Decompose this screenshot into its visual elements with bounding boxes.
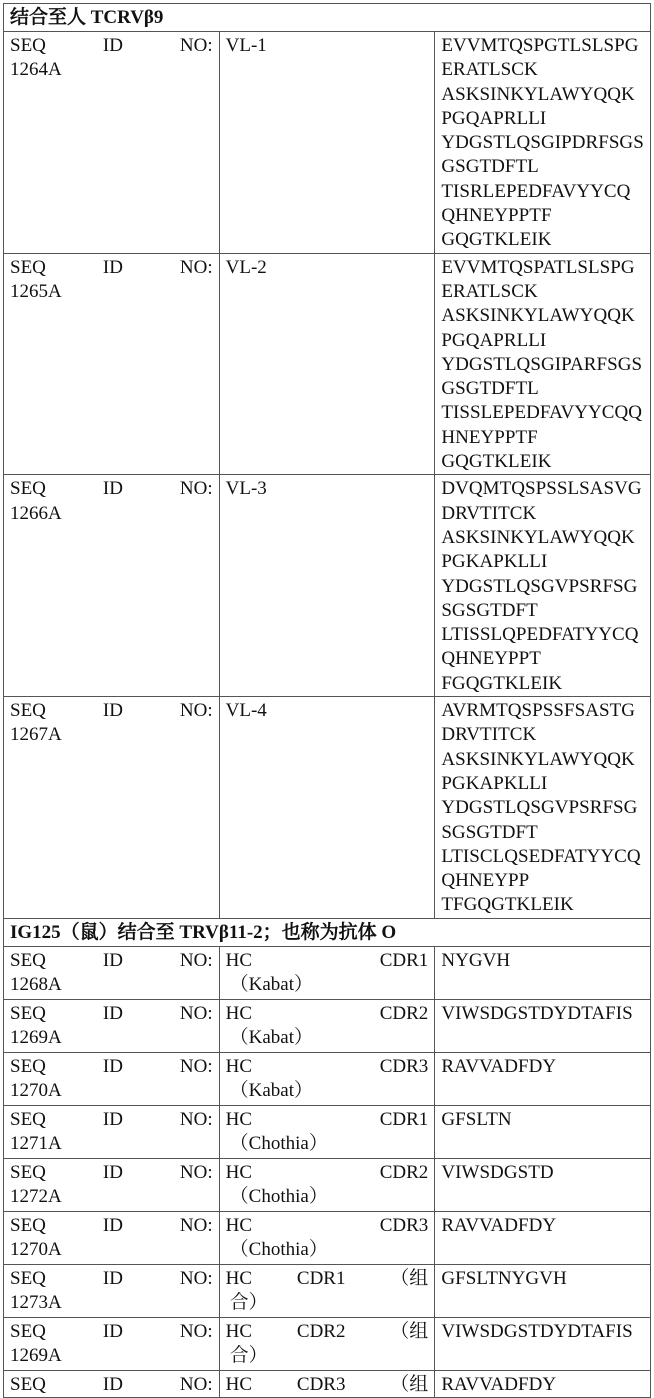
table-row (4, 1211, 651, 1264)
sequence-line: TISSLEPEDFAVYYCQQHNEYPPTF (441, 402, 643, 448)
region-label-cell (219, 1105, 435, 1158)
region-label-word: HC (225, 1373, 253, 1395)
table-row (4, 1317, 651, 1370)
seq-id-prefix (10, 1267, 213, 1291)
region-label-word: （组 (390, 1267, 429, 1289)
seq-id-prefix (10, 1108, 213, 1132)
seq-id-word: ID (102, 1002, 123, 1024)
region-label-word: HC (225, 1214, 253, 1236)
region-label-line2: （Chothia） (229, 1132, 328, 1154)
seq-id-word: ID (102, 700, 123, 722)
seq-id-word: SEQ (10, 478, 46, 500)
sequence-line: GQGTKLEIK (441, 229, 552, 251)
sequence-line: YDGSTLQSGVPSRFSGSGSGTDFT (441, 575, 638, 621)
seq-id-cell (4, 1370, 220, 1397)
sequence-cell (435, 1105, 651, 1158)
seq-id-cell (4, 253, 220, 475)
sequence-line: YDGSTLQSGVPSRFSGSGSGTDFT (441, 797, 638, 843)
seq-id-word: SEQ (10, 1267, 46, 1289)
table-row (4, 475, 651, 697)
sequence-text: GFSLTNYGVH (441, 1267, 567, 1289)
sequence-line: DVQMTQSPSSLSASVGDRVTITCK (441, 478, 642, 524)
region-label-cell (219, 32, 435, 254)
region-label-line2: （Chothia） (229, 1238, 328, 1260)
sequence-text: VIWSDGSTDYDTAFIS (441, 1002, 633, 1024)
region-label-cell (219, 946, 435, 999)
sequence-cell (435, 1211, 651, 1264)
region-label-word: CDR1 (379, 949, 429, 971)
region-label-cell (219, 1370, 435, 1397)
seq-id-number: 1271A (10, 1132, 62, 1154)
region-label-line1 (226, 1161, 429, 1185)
seq-id-cell (4, 1052, 220, 1105)
region-label-cell (219, 1211, 435, 1264)
seq-id-word: NO: (179, 1002, 213, 1024)
sequence-cell (435, 1052, 651, 1105)
region-label-word: CDR3 (296, 1373, 346, 1395)
region-label: VL-1 (225, 35, 267, 56)
section-header-row (4, 4, 651, 32)
region-label-word: HC (225, 1002, 253, 1024)
seq-id-prefix (10, 1055, 213, 1079)
section-title: 结合至人 TCRVβ9 (4, 4, 651, 32)
region-label-word: HC (225, 1161, 253, 1183)
region-label-cell (219, 1158, 435, 1211)
seq-id-cell (4, 946, 220, 999)
sequence-line: YDGSTLQSGIPDRFSGSGSGTDFTL (441, 132, 644, 178)
region-label-line1 (226, 949, 429, 973)
table-row (4, 253, 651, 475)
region-label-line2: 合） (229, 1344, 268, 1366)
region-label-line1 (226, 1320, 429, 1344)
region-label: VL-2 (225, 256, 267, 278)
sequence-line: ASKSINKYLAWYQQKPGKAPKLLI (441, 748, 635, 794)
sequence-text: RAVVADFDY (441, 1055, 557, 1077)
seq-id-word: ID (102, 35, 123, 56)
table-row (4, 1158, 651, 1211)
seq-id-cell (4, 999, 220, 1052)
seq-id-word: ID (102, 949, 123, 971)
region-label-word: CDR1 (379, 1108, 429, 1130)
seq-id-prefix (10, 1161, 213, 1185)
seq-id-word: NO: (179, 1161, 213, 1183)
region-label-line1 (226, 1055, 429, 1079)
region-label-cell (219, 999, 435, 1052)
seq-id-prefix (10, 949, 213, 973)
table-row (4, 1264, 651, 1317)
seq-id-word: ID (102, 478, 123, 500)
seq-id-number: 1266A (10, 502, 62, 524)
seq-id-word: NO: (179, 1108, 213, 1130)
sequence-line: FGQGTKLEIK (441, 672, 563, 694)
region-label-line1 (226, 1267, 429, 1291)
seq-id-word: ID (102, 1320, 123, 1342)
sequence-cell (435, 946, 651, 999)
region-label-word: （组 (390, 1373, 429, 1395)
seq-id-word: NO: (179, 700, 213, 722)
sequence-line: ASKSINKYLAWYQQKPGKAPKLLI (441, 526, 635, 573)
seq-id-word: ID (102, 1214, 123, 1236)
seq-id-word: SEQ (10, 35, 46, 56)
region-label: VL-4 (225, 700, 267, 722)
region-label-line1 (226, 1002, 429, 1026)
table-row (4, 32, 651, 254)
seq-id-word: SEQ (10, 1161, 46, 1183)
sequence-cell (435, 999, 651, 1052)
seq-id-prefix (10, 1214, 213, 1238)
region-label-word: HC (225, 1267, 253, 1289)
region-label-cell (219, 1317, 435, 1370)
sequence-line: EVVMTQSPATLSLSPGERATLSCK (441, 256, 635, 302)
sequence-text: GFSLTN (441, 1108, 512, 1130)
seq-id-word: NO: (179, 1214, 213, 1236)
sequence-cell (435, 697, 651, 919)
sequence-line: AVRMTQSPSSFSASTGDRVTITCK (441, 700, 636, 746)
seq-id-prefix (10, 34, 213, 58)
seq-id-cell (4, 475, 220, 697)
seq-id-word: ID (102, 1373, 123, 1395)
region-label-cell (219, 253, 435, 475)
seq-id-prefix (10, 477, 213, 501)
sequence-text: VIWSDGSTD (441, 1161, 554, 1183)
region-label-line1 (226, 1373, 429, 1397)
sequence-cell (435, 253, 651, 475)
sequence-cell (435, 1370, 651, 1397)
seq-id-number: 1269A (10, 1026, 62, 1048)
seq-id-cell (4, 1158, 220, 1211)
sequence-cell (435, 32, 651, 254)
seq-id-word: SEQ (10, 1108, 46, 1130)
table-row (4, 697, 651, 919)
seq-id-word: SEQ (10, 949, 46, 971)
region-label-word: CDR2 (296, 1320, 346, 1342)
region-label-word: HC (225, 1108, 253, 1130)
table-row (4, 999, 651, 1052)
seq-id-word: ID (102, 1161, 123, 1183)
seq-id-prefix (10, 1002, 213, 1026)
seq-id-word: SEQ (10, 700, 46, 722)
region-label: VL-3 (225, 478, 267, 500)
sequence-cell (435, 1317, 651, 1370)
region-label-cell (219, 475, 435, 697)
seq-id-number: 1270A (10, 1079, 62, 1101)
seq-id-word: SEQ (10, 1373, 46, 1395)
region-label-line2: 合） (229, 1291, 268, 1313)
seq-id-word: NO: (179, 1373, 213, 1395)
region-label-line1 (226, 1108, 429, 1132)
seq-id-number: 1265A (10, 280, 62, 302)
seq-id-prefix (10, 256, 213, 280)
section-header-row (4, 918, 651, 946)
table-row (4, 1052, 651, 1105)
region-label-line2: （Kabat） (229, 973, 314, 995)
table-row (4, 946, 651, 999)
region-label-word: CDR1 (296, 1267, 346, 1289)
seq-id-word: ID (102, 256, 123, 278)
seq-id-number: 1268A (10, 973, 62, 995)
seq-id-word: SEQ (10, 1320, 46, 1342)
sequence-cell (435, 475, 651, 697)
seq-id-cell (4, 1317, 220, 1370)
seq-id-number: 1264A (10, 59, 62, 81)
sequence-line: TISRLEPEDFAVYYCQQHNEYPPTF (441, 180, 631, 227)
sequence-line: EVVMTQSPGTLSLSPGERATLSCK (441, 35, 639, 81)
seq-id-word: SEQ (10, 1055, 46, 1077)
seq-id-word: SEQ (10, 256, 46, 278)
sequence-table (3, 3, 651, 1398)
region-label-line2: （Kabat） (229, 1026, 314, 1048)
seq-id-prefix (10, 1373, 213, 1397)
sequence-line: LTISCLQSEDFATYYCQQHNEYPP (441, 845, 641, 892)
seq-id-number: 1273A (10, 1291, 62, 1313)
seq-id-word: NO: (179, 35, 213, 56)
table-row (4, 1105, 651, 1158)
region-label-word: HC (225, 949, 253, 971)
seq-id-word: NO: (179, 256, 213, 278)
sequence-text: RAVVADFDY (441, 1214, 557, 1236)
seq-id-prefix (10, 699, 213, 723)
sequence-cell (435, 1264, 651, 1317)
seq-id-word: NO: (179, 1267, 213, 1289)
table-row (4, 1370, 651, 1397)
region-label-word: CDR2 (379, 1002, 429, 1024)
region-label-cell (219, 1264, 435, 1317)
seq-id-word: SEQ (10, 1002, 46, 1024)
region-label-line2: （Kabat） (229, 1079, 314, 1101)
seq-id-word: NO: (179, 478, 213, 500)
seq-id-word: SEQ (10, 1214, 46, 1236)
seq-id-number: 1272A (10, 1185, 62, 1207)
seq-id-cell (4, 697, 220, 919)
seq-id-word: NO: (179, 949, 213, 971)
region-label-word: HC (225, 1320, 253, 1342)
region-label-word: CDR2 (379, 1161, 429, 1183)
region-label-line2: （Chothia） (229, 1185, 328, 1207)
sequence-line: TFGQGTKLEIK (441, 894, 574, 916)
seq-id-word: ID (102, 1108, 123, 1130)
seq-id-word: ID (102, 1267, 123, 1289)
sequence-line: ASKSINKYLAWYQQKPGQAPRLLI (441, 83, 635, 129)
seq-id-cell (4, 32, 220, 254)
seq-id-word: NO: (179, 1055, 213, 1077)
section-title: IG125（鼠）结合至 TRVβ11-2；也称为抗体 O (4, 918, 651, 946)
region-label-line1 (226, 1214, 429, 1238)
seq-id-word: NO: (179, 1320, 213, 1342)
seq-id-cell (4, 1105, 220, 1158)
sequence-cell (435, 1158, 651, 1211)
seq-id-number: 1270A (10, 1238, 62, 1260)
sequence-text: VIWSDGSTDYDTAFIS (441, 1320, 633, 1342)
sequence-line: GQGTKLEIK (441, 451, 552, 473)
sequence-text: RAVVADFDY (441, 1373, 557, 1395)
sequence-line: ASKSINKYLAWYQQKPGQAPRLLI (441, 305, 635, 351)
region-label-word: CDR3 (379, 1055, 429, 1077)
seq-id-cell (4, 1211, 220, 1264)
region-label-cell (219, 1052, 435, 1105)
sequence-text: NYGVH (441, 949, 511, 971)
sequence-line: YDGSTLQSGIPARFSGSGSGTDFTL (441, 353, 643, 400)
seq-id-cell (4, 1264, 220, 1317)
seq-id-number: 1267A (10, 724, 62, 746)
seq-id-prefix (10, 1320, 213, 1344)
region-label-word: （组 (390, 1320, 429, 1342)
seq-id-word: ID (102, 1055, 123, 1077)
region-label-word: HC (225, 1055, 253, 1077)
region-label-cell (219, 697, 435, 919)
seq-id-number: 1269A (10, 1344, 62, 1366)
region-label-word: CDR3 (379, 1214, 429, 1236)
sequence-line: LTISSLQPEDFATYYCQQHNEYPPT (441, 624, 639, 670)
